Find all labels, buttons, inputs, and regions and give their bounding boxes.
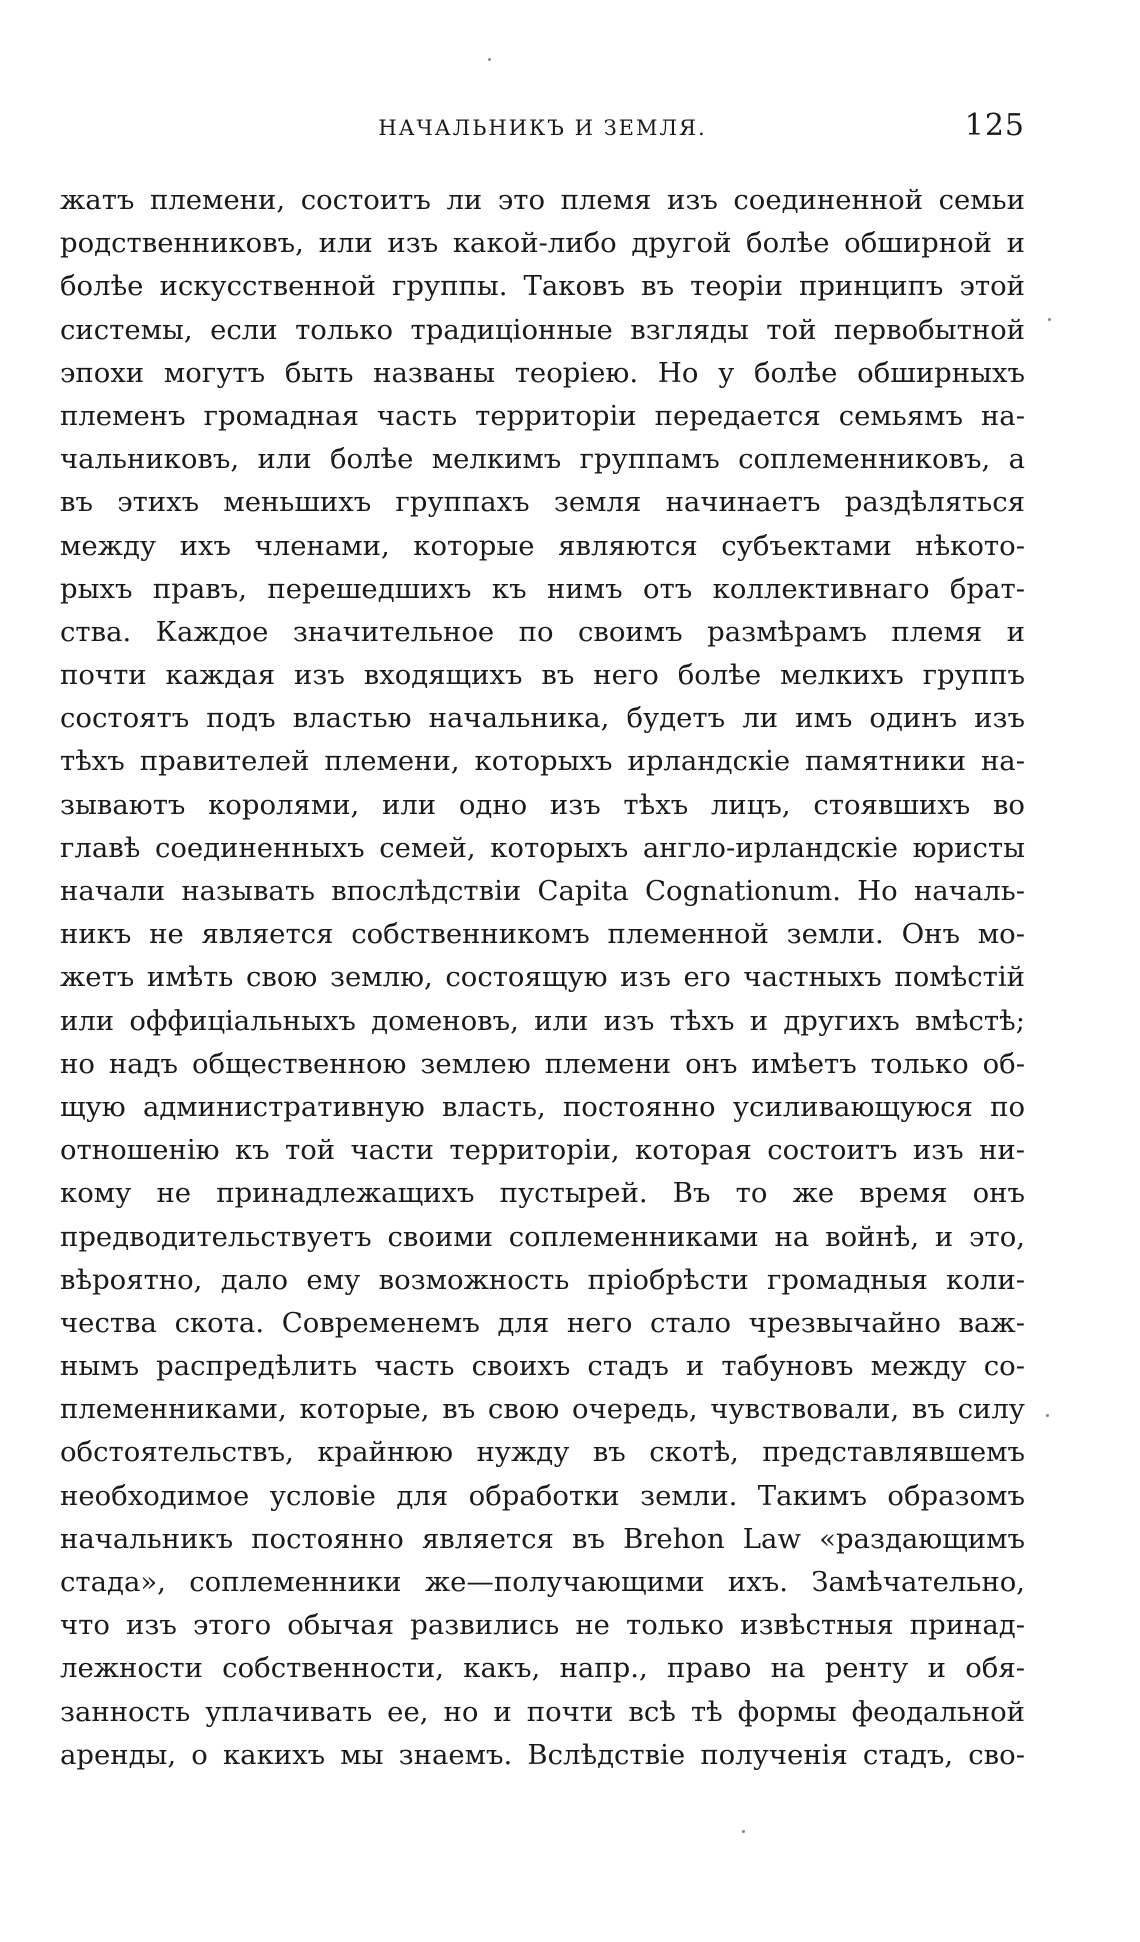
- text-line: чальниковъ, или болѣе мелкимъ группамъ соплеменниковъ, а: [60, 443, 1025, 476]
- text-line: эпохи могутъ быть названы теоріею. Но у болѣе обширныхъ: [60, 356, 1025, 389]
- text-line: между ихъ членами, которые являются субъектами нѣкото-: [60, 529, 1025, 562]
- text-line: кому не принадлежащихъ пустырей. Въ то же время онъ: [60, 1177, 1025, 1210]
- text-line: стада», соплеменники же—получающими ихъ. Замѣчательно,: [60, 1566, 1025, 1598]
- text-line: вѣроятно, дало ему возможность пріобрѣсти громадныя коли-: [60, 1263, 1025, 1296]
- text-line: рыхъ правъ, перешедшихъ къ нимъ отъ коллективнаго брат-: [60, 572, 1025, 605]
- body-text: [60, 179, 1025, 1777]
- text-line: что изъ этого обычая развились не только извѣстныя принад-: [60, 1609, 1025, 1642]
- text-line: главѣ соединенныхъ семей, которыхъ англо-ирландскіе юристы: [60, 831, 1025, 864]
- print-speck: [1048, 318, 1051, 321]
- text-line: начальникъ постоянно является въ Brehon Law «раздающимъ: [60, 1522, 1025, 1555]
- text-line: зываютъ королями, или одно изъ тѣхъ лицъ, стоявшихъ во: [60, 788, 1025, 821]
- text-line: обстоятельствъ, крайнюю нужду въ скотѣ, представлявшемъ: [60, 1436, 1025, 1469]
- print-speck: [488, 58, 491, 61]
- text-line: но надъ общественною землею племени онъ имѣетъ только об-: [60, 1047, 1025, 1080]
- text-line: необходимое условіе для обработки земли. Такимъ образомъ: [60, 1479, 1025, 1512]
- text-line: болѣе искусственной группы. Таковъ въ теоріи принципъ этой: [60, 270, 1025, 303]
- text-line: племенъ громадная часть территоріи передается семьямъ на-: [60, 399, 1025, 432]
- text-line: тѣхъ правителей племени, которыхъ ирландскіе памятники на-: [60, 745, 1025, 778]
- page-number: 125: [964, 108, 1025, 143]
- text-line: жетъ имѣть свою землю, состоящую изъ его частныхъ помѣстій: [60, 961, 1025, 994]
- text-line: предводительствуетъ своими соплеменниками на войнѣ, и это,: [60, 1220, 1025, 1253]
- text-line: щую административную власть, постоянно усиливающуюся по: [60, 1090, 1025, 1123]
- text-line: почти каждая изъ входящихъ въ него болѣе мелкихъ группъ: [60, 659, 1025, 692]
- text-line: состоятъ подъ властью начальника, будетъ ли имъ одинъ изъ: [60, 702, 1025, 735]
- running-head: [60, 108, 1025, 144]
- text-line: аренды, о какихъ мы знаемъ. Вслѣдствіе полученія стадъ, сво-: [60, 1738, 1025, 1771]
- text-line: племенниками, которые, въ свою очередь, чувствовали, въ силу: [60, 1393, 1025, 1426]
- text-line: жатъ племени, состоитъ ли это племя изъ соединенной семьи: [60, 184, 1025, 216]
- text-line: отношенію къ той части территоріи, которая состоитъ изъ ни-: [60, 1134, 1025, 1167]
- text-line: или оффиціальныхъ доменовъ, или изъ тѣхъ и другихъ вмѣстѣ;: [60, 1004, 1025, 1037]
- text-line: чества скота. Современемъ для него стало чрезвычайно важ-: [60, 1306, 1025, 1339]
- print-speck: [1046, 1414, 1049, 1417]
- text-line: родственниковъ, или изъ какой-либо другой болѣе обширной и: [60, 227, 1025, 260]
- text-line: нымъ распредѣлить часть своихъ стадъ и табуновъ между со-: [60, 1350, 1025, 1383]
- text-line: лежности собственности, какъ, напр., право на ренту и обя-: [60, 1652, 1025, 1685]
- text-line: никъ не является собственникомъ племенной земли. Онъ мо-: [60, 918, 1025, 951]
- print-speck: [742, 1830, 745, 1833]
- text-line: занность уплачивать ее, но и почти всѣ тѣ формы феодальной: [60, 1695, 1025, 1728]
- text-line: ства. Каждое значительное по своимъ размѣрамъ племя и: [60, 615, 1025, 648]
- running-title: НАЧАЛЬНИКЪ И ЗЕМЛЯ.: [378, 116, 707, 140]
- text-line: начали называть впослѣдствіи Capita Cognationum. Но началь-: [60, 875, 1025, 907]
- text-line: въ этихъ меньшихъ группахъ земля начинаетъ раздѣляться: [60, 486, 1025, 519]
- text-line: системы, если только традиціонные взгляды той первобытной: [60, 313, 1025, 346]
